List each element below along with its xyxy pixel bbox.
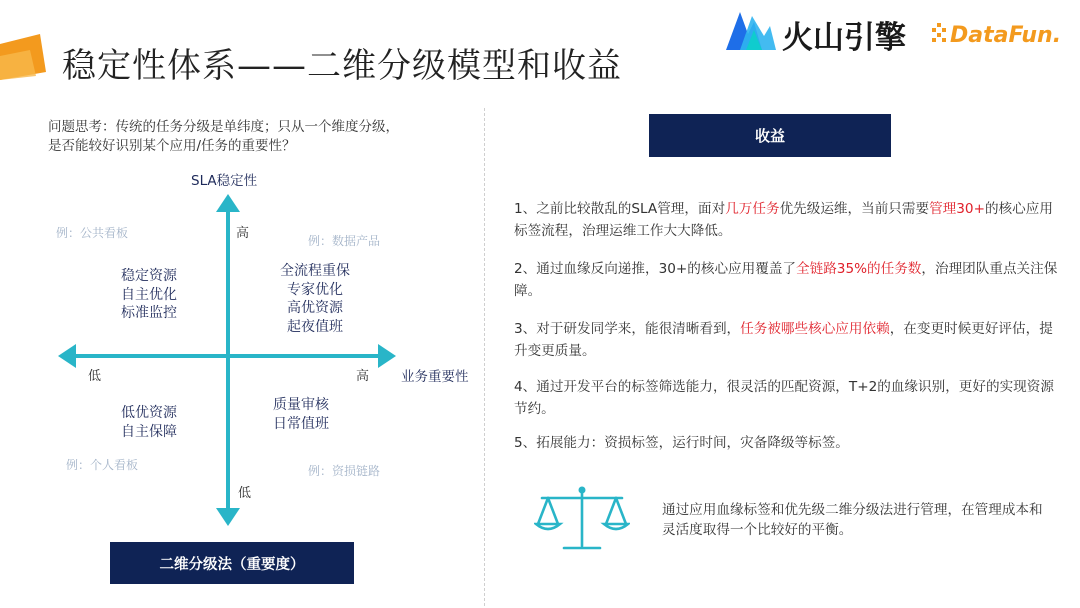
example-top-left: 例：公共看板	[56, 226, 129, 240]
question-line-1: 问题思考：传统的任务分级是单纬度；只从一个维度分级，	[48, 119, 399, 135]
quadrant-item: 低优资源	[121, 405, 177, 421]
quadrant-item: 稳定资源	[121, 268, 177, 284]
quadrant-item: 自主保障	[121, 423, 177, 440]
y-axis-top-arrow	[216, 194, 240, 212]
benefit-item-3: 3、对于研发同学来，能很清晰看到，任务被哪些核心应用依赖，在变更时候更好评估，提升变更质量。	[514, 321, 1053, 359]
example-top-right: 例：数据产品	[308, 234, 381, 248]
quadrant-bottom-right	[262, 396, 340, 433]
quadrant-item: 专家优化	[287, 281, 343, 298]
quadrant-item: 起夜值班	[287, 318, 343, 335]
quadrant-top-left	[110, 267, 188, 323]
x-axis-label: 业务重要性	[401, 369, 469, 385]
quadrant-item: 日常值班	[273, 415, 329, 432]
quadrant-item: 高优资源	[287, 300, 343, 316]
y-tick-low: 低	[238, 486, 252, 501]
volcano-logo-icon	[726, 6, 776, 50]
x-tick-high: 高	[356, 369, 370, 384]
quadrant-item: 全流程重保	[280, 263, 350, 279]
benefit-item-2: 2、通过血缘反向递推，30+的核心应用覆盖了全链路35%的任务数，治理团队重点关注保障。	[514, 261, 1058, 299]
y-axis-label: SLA稳定性	[191, 173, 258, 189]
example-bottom-right: 例：资损链路	[308, 464, 381, 478]
quadrant-top-right	[270, 262, 360, 336]
datafun-logo-text: DataFun.	[950, 23, 1062, 48]
x-axis-left-arrow	[58, 344, 76, 368]
y-axis-bottom-arrow	[216, 508, 240, 526]
quadrant-item: 自主优化	[121, 286, 177, 303]
two-dimension-method-banner: 二维分级法（重要度）	[110, 542, 354, 584]
quadrant-item: 质量审核	[273, 397, 329, 413]
highlight-text: 任务被哪些核心应用依赖	[740, 321, 890, 337]
accent-shape	[0, 34, 46, 80]
highlight-text: 管理30+	[929, 201, 985, 217]
benefit-banner: 收益	[649, 114, 891, 157]
datafun-logo-icon	[932, 18, 1080, 48]
page-title: 稳定性体系——二维分级模型和收益	[62, 46, 622, 86]
summary-text: 通过应用血缘标签和优先级二维分级法进行管理，在管理成本和灵活度取得一个比较好的平衡。	[662, 502, 1043, 538]
benefit-item-4: 4、通过开发平台的标签筛选能力，很灵活的匹配资源，T+2的血缘识别，更好的实现资源节约。	[514, 379, 1054, 417]
y-tick-high: 高	[236, 226, 250, 241]
question-line-2: 是否能较好识别某个应用/任务的重要性？	[48, 138, 296, 154]
vertical-divider	[484, 108, 485, 606]
highlight-text: 几万任务	[725, 201, 780, 217]
balance-scale-icon	[534, 484, 630, 556]
example-bottom-left: 例：个人看板	[66, 458, 139, 472]
volcano-logo-text: 火山引擎	[782, 20, 906, 56]
x-axis-right-arrow	[378, 344, 396, 368]
question-text	[48, 118, 468, 156]
benefit-item-1: 1、之前比较散乱的SLA管理，面对几万任务优先级运维，当前只需要管理30+的核心应用标签流程，治理运维工作大大降低。	[514, 201, 1053, 239]
benefit-item-5: 5、拓展能力：资损标签，运行时间，灾备降级等标签。	[514, 435, 849, 451]
quadrant-item: 标准监控	[121, 305, 177, 321]
highlight-text: 全链路35%的任务数	[796, 261, 922, 277]
quadrant-bottom-left	[110, 404, 188, 441]
x-tick-low: 低	[88, 369, 102, 384]
